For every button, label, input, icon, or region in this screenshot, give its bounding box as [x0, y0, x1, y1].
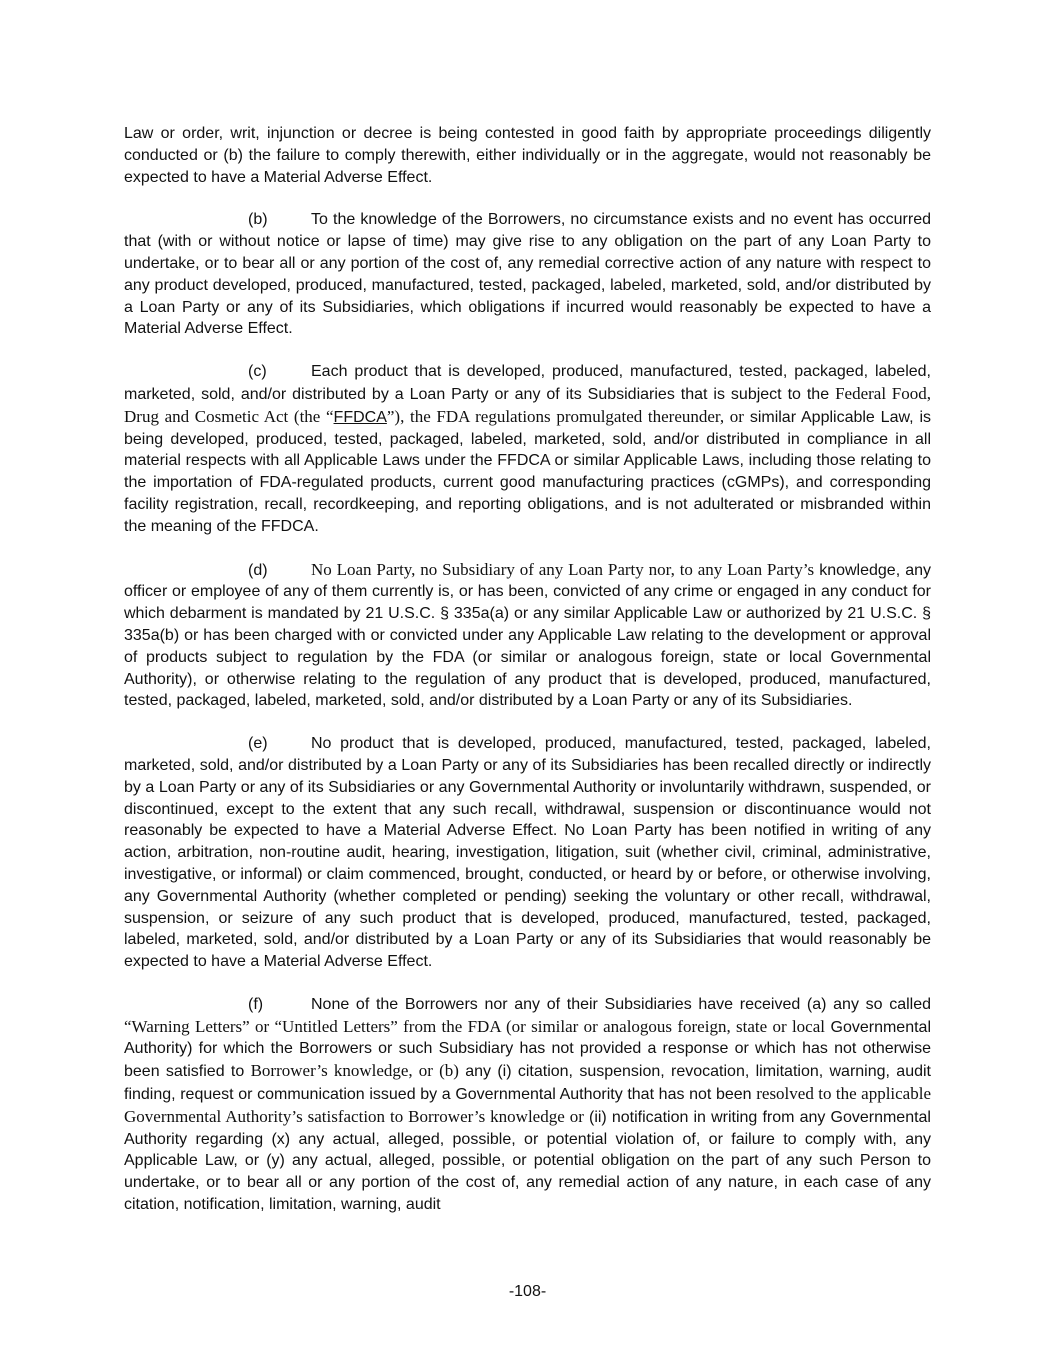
paragraph-e-text: No product that is developed, produced, manufactured, tested, packaged, labeled, marketed, sold, and/or distributed by a Loan Party or any of its Subsidiaries has been recalled directly or indirectly by a Loan Party or any of its Subsidiaries or any Governmental Authority or involuntarily withdrawn, suspended, or discontinued, except to the extent that any such recall, withdrawal, suspension or discontinuance would not reasonably be expected to have a Material Adverse Effect. No Loan Party has been notified in writing of any action, arbitration, non-routine audit, hearing, investigation, litigation, suit (whether civil, criminal, administrative, investigative, or informal) or claim commenced, brought, conducted, or heard by or before, or otherwise involving, any Governmental Authority (whether completed or pending) seeking the voluntary or other recall, withdrawal, suspension, or seizure of any such product that is developed, produced, manufactured, tested, packaged, labeled, marketed, sold, and/or distributed by a Loan Party or any of its Subsidiaries that would reasonably be expected to have a Material Adverse Effect.	[124, 735, 931, 971]
ffdca-defined-term: FFDCA	[333, 408, 387, 426]
continuation-paragraph	[124, 123, 931, 188]
paragraph-f-text-1: None of the Borrowers nor any of their Subsidiaries have received (a) any so called	[311, 995, 931, 1013]
paragraph-d	[124, 559, 931, 713]
paragraph-c-text-2: Federal Food, Drug and Cosmetic Act (the “	[124, 383, 931, 426]
paragraph-b-label: (b)	[248, 211, 268, 229]
paragraph-f-label: (f)	[248, 995, 264, 1013]
paragraph-e-label: (e)	[248, 735, 268, 753]
paragraph-f-text-2: “Warning Letters” or “Untitled Letters” from the FDA (or similar or analogous foreign, state or local	[124, 1016, 825, 1036]
paragraph-f-text-7: (ii) notification in writing from any Governmental Authority regarding (x) any actual, alleged, possible, or potential violation of, or failure to comply with, any Applicable Law, or (y) any actual, alleged, possible, or potential obligation on the part of any such Person to undertake, or to bear all or any portion of the cost of, any remedial action of any nature, in each case of any citation, notification, limitation, warning, audit	[124, 1108, 931, 1214]
paragraph-f	[124, 994, 931, 1216]
document-body	[124, 123, 931, 1237]
paragraph-d-label: (d)	[248, 561, 268, 579]
paragraph-f-text-4: Borrower’s knowledge, or (b)	[250, 1061, 459, 1081]
paragraph-b-text: To the knowledge of the Borrowers, no circumstance exists and no event has occurred that (with or without notice or lapse of time) may give rise to any obligation on the part of any Loan Party to undertake, or to bear all or any portion of the cost of, any remedial corrective action of any nature with respect to any product developed, produced, manufactured, tested, packaged, labeled, marketed, sold, and/or distributed by a Loan Party or any of its Subsidiaries, which obligations if incurred would reasonably be expected to have a Material Adverse Effect.	[124, 211, 931, 338]
paragraph-e	[124, 733, 931, 973]
paragraph-b	[124, 209, 931, 340]
continuation-text: Law or order, writ, injunction or decree is being contested in good faith by appropriate proceedings diligently conducted or (b) the failure to comply therewith, either individually or in the aggregate, would not reasonably be expected to have a Material Adverse Effect.	[124, 125, 931, 186]
paragraph-f-text-6: resolved to the applicable Governmental Authority’s satisfaction to Borrower’s knowledge or	[124, 1084, 932, 1126]
paragraph-c-label: (c)	[248, 363, 267, 381]
paragraph-c	[124, 361, 931, 537]
paragraph-c-text-3: ”), the FDA regulations promulgated thereunder, or	[386, 406, 744, 426]
paragraph-f-text-5: any (i) citation, suspension, revocation, limitation, warning, audit finding, request or communication issued by a Governmental Authority that has not been	[124, 1063, 931, 1104]
paragraph-f-text-3: Governmental Authority) for which the Borrowers or such Subsidiary has not provided a response or which has not otherwise been satisfied to	[124, 1018, 932, 1081]
paragraph-d-text-2: knowledge, any officer or employee of any of them currently is, or has been, convicted of any crime or engaged in any conduct for which debarment is mandated by 21 U.S.C. § 335a(a) or any similar Applicable Law or authorized by 21 U.S.C. § 335a(b) or has been charged with or convicted under any Applicable Law relating to the development or approval of products subject to regulation by the FDA (or similar or analogous foreign, state or local Governmental Authority), or otherwise relating to the regulation of any product that is developed, produced, manufactured, tested, packaged, labeled, marketed, sold, and/or distributed by a Loan Party or any of its Subsidiaries.	[124, 561, 931, 710]
page-number: -108-	[508, 1283, 547, 1300]
paragraph-c-text-1: Each product that is developed, produced, manufactured, tested, packaged, labeled, marketed, sold, and/or distributed by a Loan Party or any of its Subsidiaries that is subject to the	[124, 363, 931, 403]
paragraph-c-text-4: similar Applicable Law, is being developed, produced, tested, packaged, labeled, marketed, sold, and/or distributed in compliance in all material respects with all Applicable Laws under the FFDCA or similar Applicable Laws, including those relating to the importation of FDA-regulated products, current good manufacturing practices (cGMPs), and corresponding facility registration, recall, recordkeeping, and reporting obligations, and is not adulterated or misbranded within the meaning of the FFDCA.	[124, 408, 931, 535]
paragraph-d-text-1: No Loan Party, no Subsidiary of any Loan Party nor, to any Loan Party’s	[311, 559, 815, 579]
